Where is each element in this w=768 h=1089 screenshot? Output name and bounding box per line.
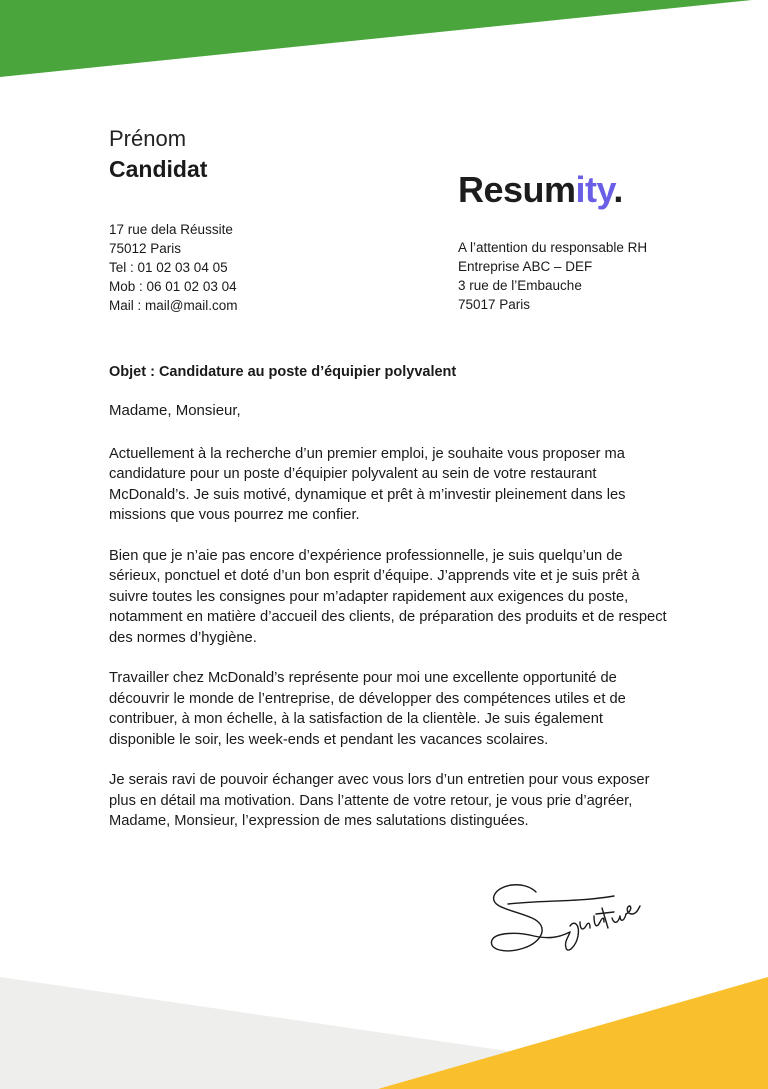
recipient-block [458,238,647,314]
recipient-line: 3 rue de l’Embauche [458,278,582,293]
logo-text-accent: ity [575,169,614,210]
body-paragraph: Bien que je n’aie pas encore d’expérience professionnelle, je suis quelqu’un de sérieux, ponctuel et doté d’un bon esprit d’équipe. J’apprends vite et je suis prêt à suivre toutes les consignes pour m’adapter rapidement aux exigences du poste, notamment en matière d’accueil des clients, de préparation des produits et de respect des normes d’hygiène. [109,548,667,646]
sender-address-line: 17 rue dela Réussite [109,222,233,237]
letter-body [109,444,669,852]
sender-mobile: Mob : 06 01 02 03 04 [109,279,237,294]
sender-phone: Tel : 01 02 03 04 05 [109,260,228,275]
sender-first-name: Prénom [109,126,187,151]
letter-greeting: Madame, Monsieur, [109,402,241,419]
body-paragraph: Travailler chez McDonald’s représente pour moi une excellente opportunité de découvrir le monde de l’entreprise, de développer des compétences utiles et de contribuer, à mon échelle, à la satisfaction de la clientèle. Je suis également disponible le soir, les week-ends et pendant les vacances scolaires. [109,670,626,748]
recipient-line: A l’attention du responsable RH [458,240,648,255]
top-green-band [0,0,752,77]
letter-subject: Objet : Candidature au poste d’équipier polyvalent [109,364,457,380]
recipient-line: Entreprise ABC – DEF [458,259,593,274]
logo-text-main: Resum [458,169,576,210]
logo-text-end: . [613,169,623,210]
sender-address-block [109,220,237,315]
sender-email: Mail : mail@mail.com [109,298,238,313]
handwritten-signature [484,876,644,966]
sender-last-name: Candidat [109,156,208,182]
body-paragraph: Je serais ravi de pouvoir échanger avec vous lors d’un entretien pour vous exposer plus en détail ma motivation. Dans l’attente de votre retour, je vous prie d’agréer, Madame, Monsieur, l’expression de mes salutations distinguées. [109,772,650,830]
body-paragraph: Actuellement à la recherche d’un premier emploi, je souhaite vous proposer ma candidature pour un poste d’équipier polyvalent au sein de votre restaurant McDonald’s. Je suis motivé, dynamique et prêt à m’investir pleinement dans les missions que vous pourrez me confier. [109,446,626,524]
resumity-logo [458,169,623,210]
sender-address-line: 75012 Paris [109,241,182,256]
recipient-line: 75017 Paris [458,297,531,312]
